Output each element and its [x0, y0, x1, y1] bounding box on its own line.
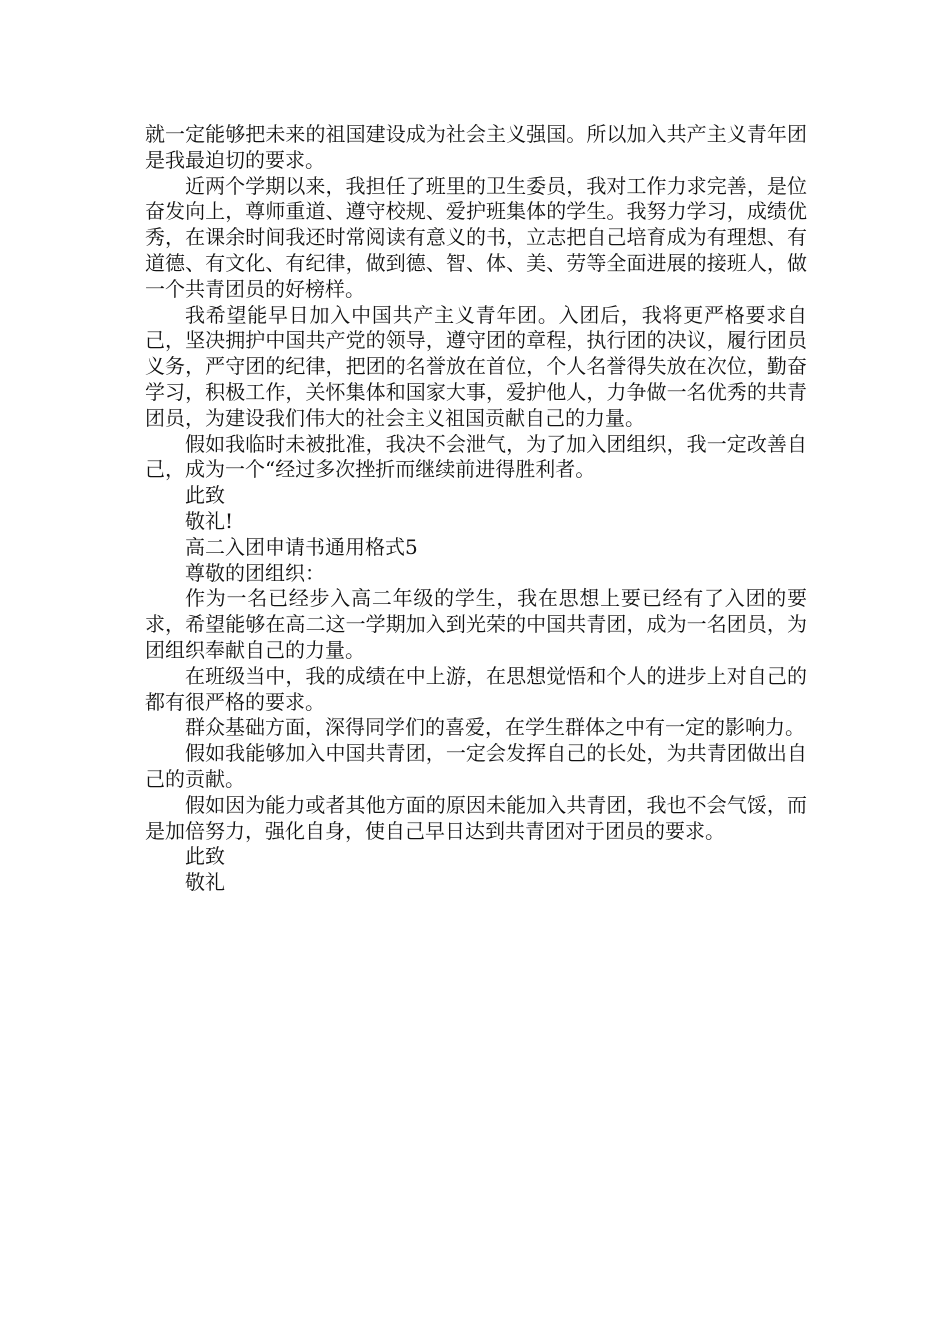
section-heading: 高二入团申请书通用格式5 — [185, 534, 418, 559]
closing-salutation: 此致 — [185, 483, 225, 508]
paragraph-if-rejected: 假如我临时未被批准，我决不会泄气，为了加入团组织，我一定改善自己，成为一个“经过多次挫折而继续前进得胜利者。 — [145, 431, 807, 482]
paragraph-duty: 近两个学期以来，我担任了班里的卫生委员，我对工作力求完善，是位奋发向上，尊师重道、遵守校规、爱护班集体的学生。我努力学习，成绩优秀，在课余时间我还时常阅读有意义的书，立志把自己培育成为有理想、有道德、有文化、有纪律，做到德、智、体、美、劳等全面进展的接班人，做一个共青团员的好榜样。 — [145, 173, 807, 301]
closing-regards: 敬礼! — [185, 508, 234, 533]
paragraph-grades: 在班级当中，我的成绩在中上游，在思想觉悟和个人的进步上对自己的都有很严格的要求。 — [145, 663, 807, 714]
closing-salutation-2: 此致 — [185, 844, 225, 869]
paragraph-contribution: 假如我能够加入中国共青团，一定会发挥自己的长处，为共青团做出自己的贡献。 — [145, 741, 807, 791]
letter-greeting: 尊敬的团组织： — [185, 560, 325, 585]
paragraph-continuation: 就一定能够把未来的祖国建设成为社会主义强国。所以加入共产主义青年团是我最迫切的要求。 — [145, 122, 807, 172]
document-body — [145, 122, 807, 896]
paragraph-popularity: 群众基础方面，深得同学们的喜爱，在学生群体之中有一定的影响力。 — [185, 715, 805, 740]
paragraph-hope: 我希望能早日加入中国共产主义青年团。入团后，我将更严格要求自己，坚决拥护中国共产党的领导，遵守团的章程，执行团的决议，履行团员义务，严守团的纪律，把团的名誉放在首位，个人名誉得失放在次位，勤奋学习，积极工作，关怀集体和国家大事，爱护他人，力争做一名优秀的共青团员，为建设我们伟大的社会主义祖国贡献自己的力量。 — [145, 302, 807, 430]
paragraph-perseverance: 假如因为能力或者其他方面的原因未能加入共青团，我也不会气馁，而是加倍努力，强化自身，使自己早日达到共青团对于团员的要求。 — [145, 792, 807, 843]
closing-regards-2: 敬礼 — [185, 870, 225, 895]
paragraph-intro: 作为一名已经步入高二年级的学生，我在思想上要已经有了入团的要求，希望能够在高二这一学期加入到光荣的中国共青团，成为一名团员，为团组织奉献自己的力量。 — [145, 586, 807, 662]
